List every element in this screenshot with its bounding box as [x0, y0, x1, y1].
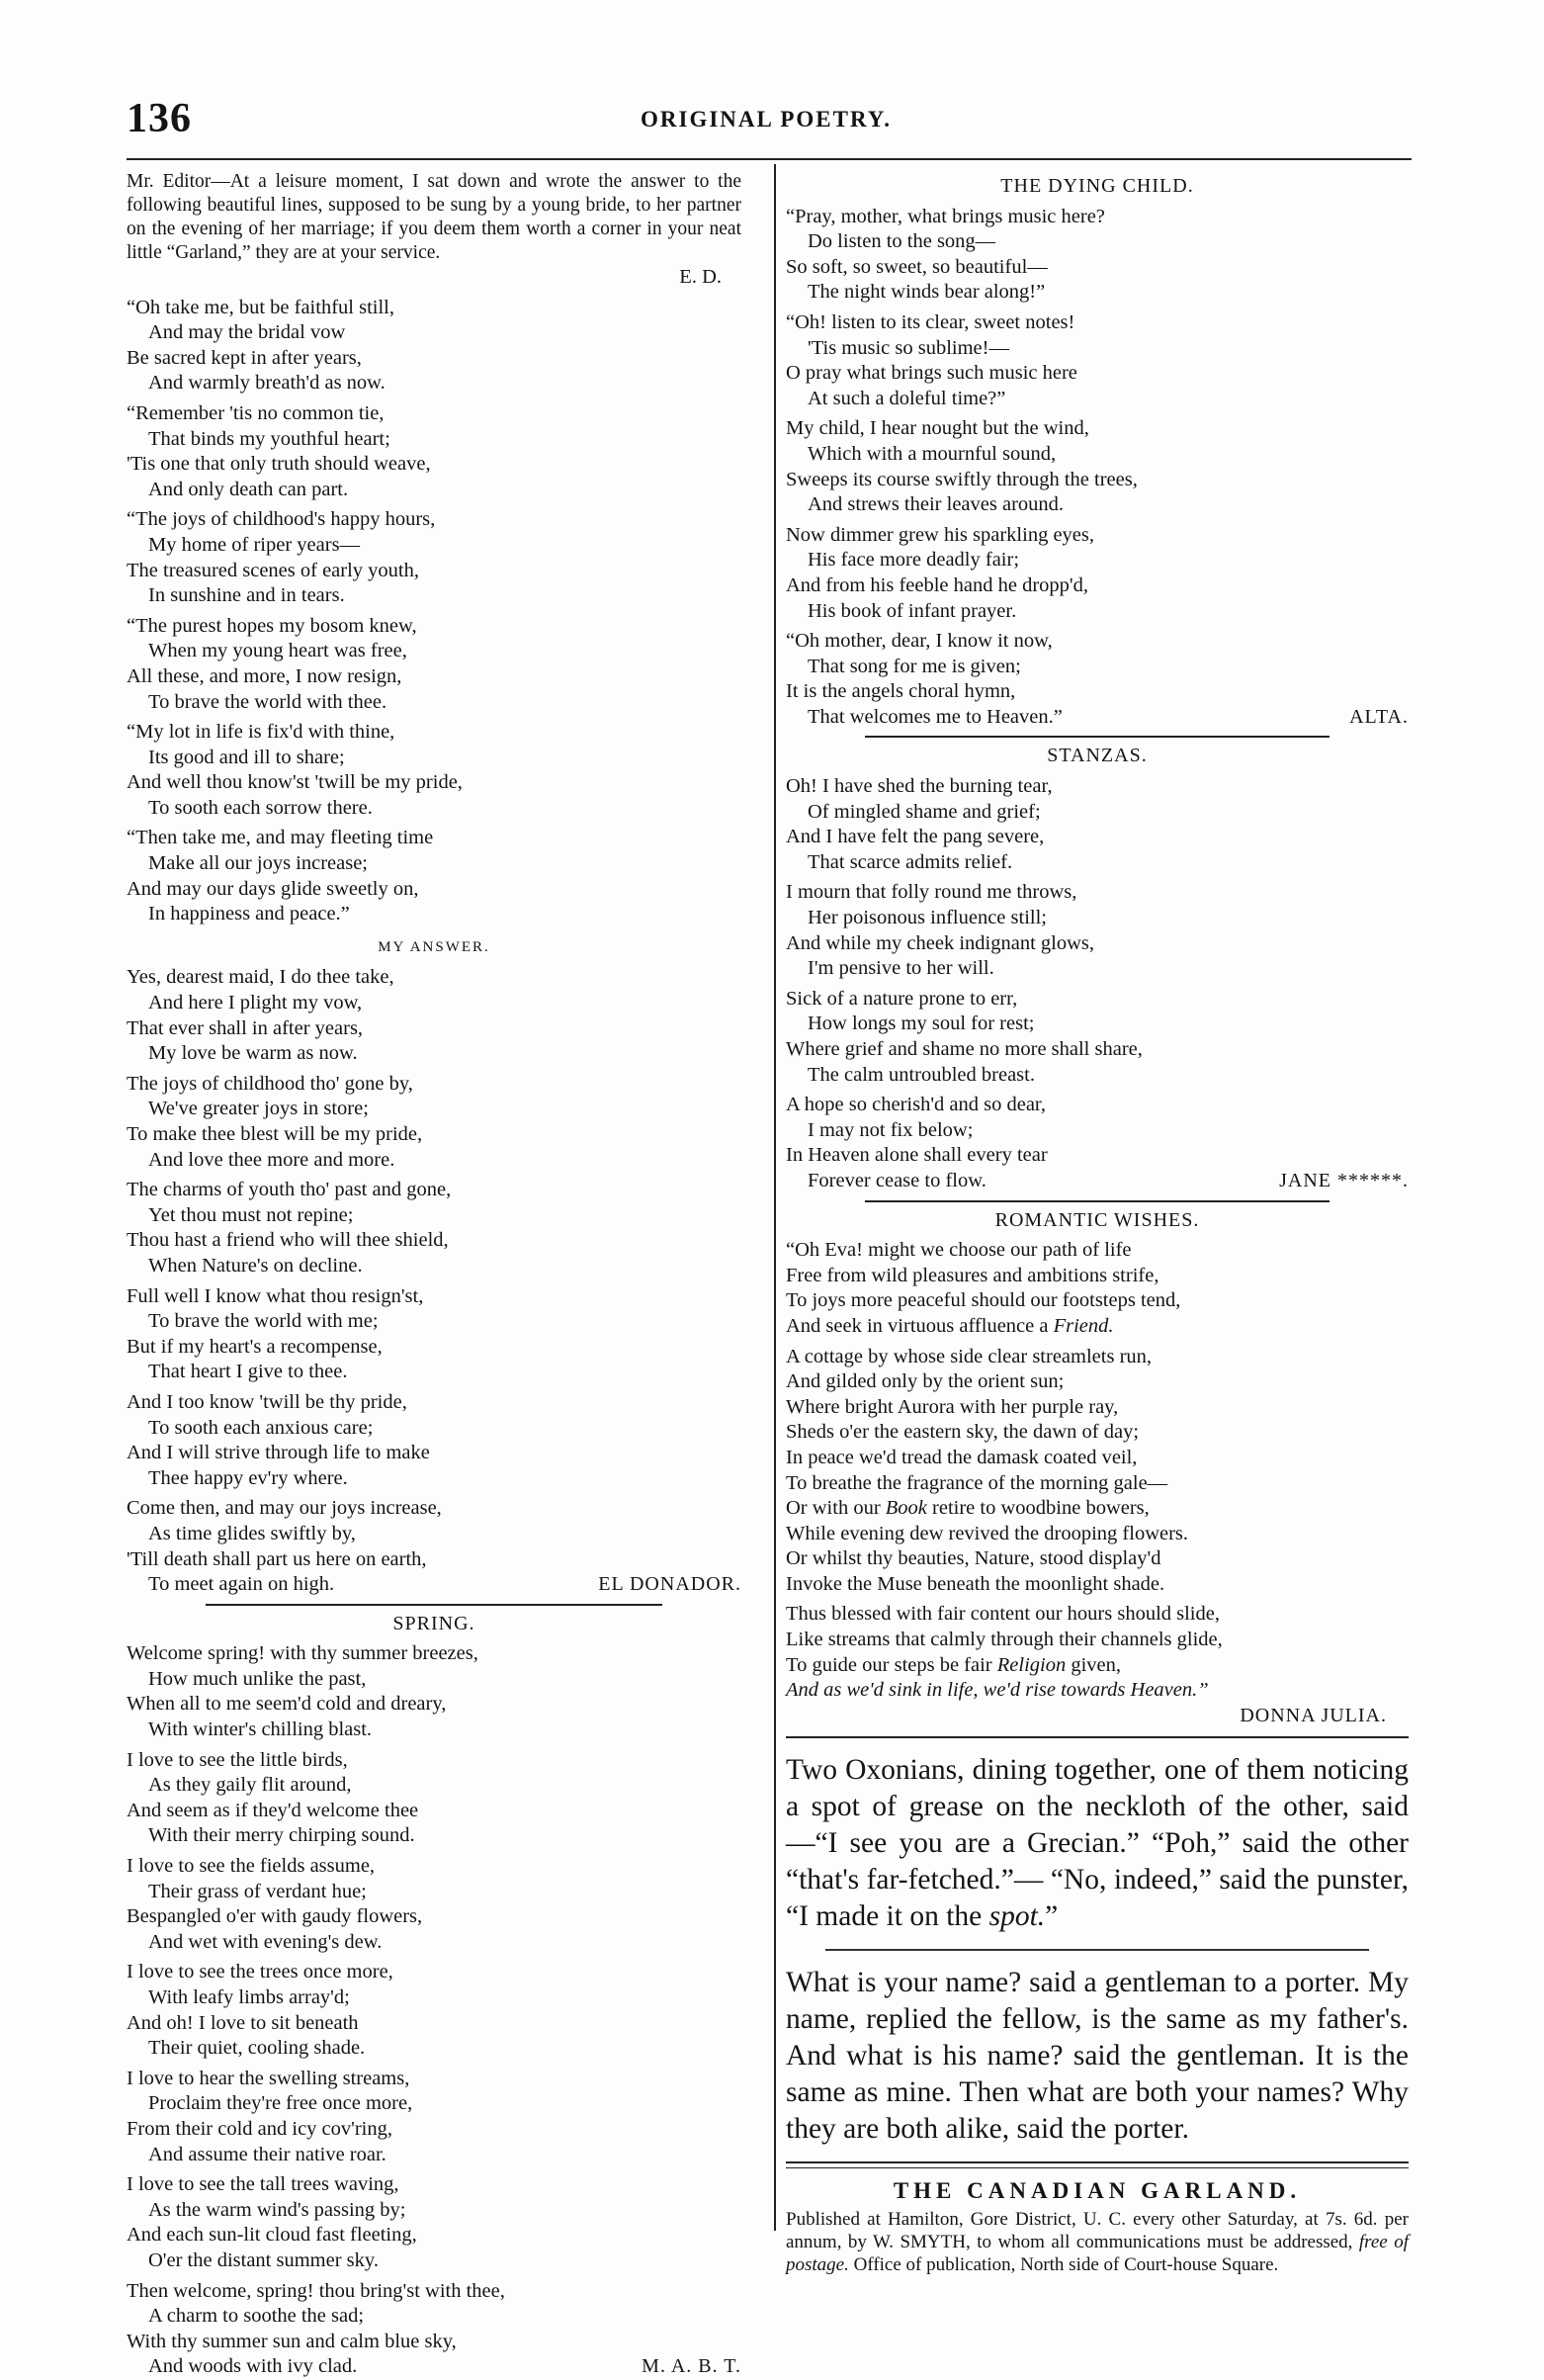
right-column: [786, 170, 1409, 2276]
poem-line: How longs my soul for rest;: [808, 1013, 1035, 1035]
poem-line: [786, 1314, 1409, 1340]
poem-line: And oh! I love to sit beneath: [127, 2011, 359, 2034]
poem-line: Be sacred kept in after years,: [127, 346, 362, 369]
poem-line: With thy summer sun and calm blue sky,: [127, 2330, 457, 2352]
poem-stanza: [127, 401, 741, 502]
poem-stanza: [127, 1178, 741, 1278]
poem-stanza: [127, 720, 741, 821]
imprint-text: Published at Hamilton, Gore District, U. C. every other Saturday, at 7s. 6d. per annum, by W. SMYTH, to whom all communications must be addressed,: [786, 2208, 1409, 2252]
poem-stanza: [786, 774, 1409, 875]
poem-line: In Heaven alone shall every tear: [786, 1144, 1048, 1167]
poem-line: O'er the distant summer sky.: [148, 2248, 379, 2271]
poem-line: To sooth each anxious care;: [148, 1416, 374, 1439]
poem-line: And from his feeble hand he dropp'd,: [786, 573, 1088, 596]
poem-line: That scarce admits relief.: [808, 850, 1013, 873]
poem-stanza: [786, 1093, 1409, 1193]
poem-line: That ever shall in after years,: [127, 1016, 364, 1039]
poem-line: I mourn that folly round me throws,: [786, 881, 1077, 904]
poem-line: All these, and more, I now resign,: [127, 664, 402, 687]
poem-line: The treasured scenes of early youth,: [127, 559, 419, 581]
poem-line: Their grass of verdant hue;: [148, 1880, 367, 1902]
poem-line: As time glides swiftly by,: [148, 1522, 356, 1544]
running-title: ORIGINAL POETRY.: [641, 107, 893, 132]
poem-line: And I will strive through life to make: [127, 1442, 430, 1464]
stanzas-last-line-row: [786, 1169, 1409, 1194]
poem-line: Where grief and shame no more shall share,: [786, 1038, 1143, 1060]
poem-stanza: [127, 2067, 741, 2167]
poem-line: I may not fix below;: [808, 1118, 974, 1141]
editor-letter-signoff: [127, 265, 741, 291]
poem-stanza: [786, 987, 1409, 1088]
poem-line: We've greater joys in store;: [148, 1098, 369, 1120]
romantic-wishes-title: ROMANTIC WISHES.: [994, 1208, 1200, 1231]
poem-line: Welcome spring! with thy summer breezes,: [127, 1642, 478, 1665]
answer-last-line-row: [127, 1572, 741, 1598]
poem-line: So soft, so sweet, so beautiful—: [786, 255, 1048, 278]
poem-line: Forever cease to flow.: [808, 1169, 986, 1191]
poem-line: A cottage by whose side clear streamlets run,: [786, 1345, 1153, 1367]
poem-line: And only death can part.: [148, 478, 349, 500]
poem-line: I love to see the little birds,: [127, 1748, 348, 1771]
poem-line: But if my heart's a recompense,: [127, 1335, 383, 1358]
poem-line: His book of infant prayer.: [808, 599, 1017, 622]
poem-line: Or whilst thy beauties, Nature, stood display'd: [786, 1547, 1161, 1570]
poem-line: “Remember 'tis no common tie,: [127, 401, 385, 424]
section-rule: [206, 1604, 662, 1606]
porter-anecdote: What is your name? said a gentleman to a porter. My name, replied the fellow, is the same as my father's. And what is his name? said the gentleman. It is the same as mine. Then what are both your names? Why they are both alike, said the porter.: [786, 1966, 1409, 2145]
section-rule: [786, 1736, 1409, 1738]
poem-line: “Pray, mother, what brings music here?: [786, 205, 1105, 227]
answer-heading: MY ANSWER.: [378, 938, 490, 955]
poem-stanza: [127, 1284, 741, 1385]
page-header: [127, 95, 1412, 144]
poem-stanza: [786, 1238, 1409, 1339]
poem-line: “The purest hopes my bosom knew,: [127, 614, 417, 637]
poem-emphasis: Book: [885, 1497, 927, 1520]
poem-line: And may the bridal vow: [148, 321, 346, 344]
poem-line: A charm to soothe the sad;: [148, 2305, 365, 2328]
poem-line: Her poisonous influence still;: [808, 907, 1047, 929]
poem-line: To make thee blest will be my pride,: [127, 1123, 423, 1145]
poem-line: And here I plight my vow,: [148, 992, 363, 1014]
poem-line: It is the angels choral hymn,: [786, 680, 1016, 703]
poem-line: Of mingled shame and grief;: [808, 800, 1041, 823]
poem-line: With their merry chirping sound.: [148, 1824, 415, 1847]
poem-line: Do listen to the song—: [808, 230, 996, 253]
spring-title: SPRING.: [392, 1612, 475, 1634]
poem-line: To meet again on high.: [148, 1573, 335, 1596]
imprint-text: Office of publication, North side of Court-house Square.: [848, 2253, 1279, 2275]
poem-line: Its good and ill to share;: [148, 746, 345, 768]
poem-line: “Oh mother, dear, I know it now,: [786, 630, 1053, 653]
poem-stanza: [786, 1602, 1409, 1703]
spring-last-line-row: [127, 2354, 741, 2380]
poem-line: When Nature's on decline.: [148, 1254, 363, 1277]
poem-line: Sweeps its course swiftly through the trees,: [786, 468, 1138, 490]
poem-line: My love be warm as now.: [148, 1042, 358, 1065]
dying-child-attribution: ALTA.: [1349, 705, 1409, 728]
poem-line: And seem as if they'd welcome thee: [127, 1799, 419, 1821]
poem-line: A hope so cherish'd and so dear,: [786, 1094, 1047, 1116]
poem-stanza: [786, 1345, 1409, 1598]
poem-line: And wet with evening's dew.: [148, 1930, 383, 1953]
dying-child-poem: [786, 205, 1409, 731]
poem-line: While evening dew revived the drooping flowers.: [786, 1522, 1189, 1544]
poem-stanza: [127, 2172, 741, 2273]
poem-line: And warmly breath'd as now.: [148, 372, 386, 395]
poem-stanza: [127, 1390, 741, 1491]
column-divider: [774, 164, 776, 2231]
poem-line: I love to hear the swelling streams,: [127, 2067, 410, 2089]
poem-line: To brave the world with me;: [148, 1310, 379, 1333]
poem-line: 'Till death shall part us here on earth,: [127, 1547, 427, 1570]
poem-line: When my young heart was free,: [148, 640, 407, 662]
poem-line: With winter's chilling blast.: [148, 1719, 373, 1741]
stanzas-attribution: JANE ******.: [1279, 1169, 1409, 1191]
poem-line: And gilded only by the orient sun;: [786, 1370, 1065, 1393]
poem-stanza: [786, 880, 1409, 981]
poem-line: In happiness and peace.”: [148, 903, 350, 926]
poem-line: I love to see the trees once more,: [127, 1961, 393, 1983]
poem-line: [786, 1496, 1409, 1522]
poem-stanza: [127, 965, 741, 1066]
romantic-wishes-poem: [786, 1238, 1409, 1728]
poem-line: Thou hast a friend who will thee shield,: [127, 1229, 449, 1252]
poem-line: I love to see the tall trees waving,: [127, 2173, 399, 2196]
poem-line: My child, I hear nought but the wind,: [786, 417, 1089, 440]
oxonians-close-quote: ”: [1045, 1900, 1059, 1933]
imprint-rule: [786, 2161, 1409, 2168]
poem-line: Sick of a nature prone to err,: [786, 987, 1018, 1010]
stanzas-title: STANZAS.: [1047, 745, 1148, 767]
poem-emphasis: Friend.: [1053, 1314, 1114, 1337]
poem-line: Bespangled o'er with gaudy flowers,: [127, 1905, 423, 1928]
poem-line: And as we'd sink in life, we'd rise towards Heaven.”: [786, 1679, 1209, 1702]
editor-letter: Mr. Editor—At a leisure moment, I sat down and wrote the answer to the following beautiful lines, supposed to be sung by a young bride, to her partner on the evening of her marriage; if you deem them worth a corner in your neat little “Garland,” they are at your service.: [127, 171, 741, 263]
poem-line: And while my cheek indignant glows,: [786, 931, 1095, 954]
poem-line: Yes, dearest maid, I do thee take,: [127, 966, 394, 989]
romantic-wishes-attribution-row: [786, 1704, 1409, 1729]
poem-stanza: [127, 1641, 741, 1742]
poem-line: Which with a mournful sound,: [808, 442, 1057, 465]
poem-line: As they gaily flit around,: [148, 1774, 352, 1797]
romantic-wishes-attribution: DONNA JULIA.: [1240, 1704, 1387, 1726]
poem-line: That binds my youthful heart;: [148, 427, 390, 450]
poem-line: Sheds o'er the eastern sky, the dawn of day;: [786, 1421, 1140, 1444]
poem-line: As the warm wind's passing by;: [148, 2198, 406, 2221]
stanzas-poem: [786, 774, 1409, 1194]
editor-letter-initials: E. D.: [679, 266, 722, 288]
poem-line: Proclaim they're free once more,: [148, 2092, 413, 2115]
spring-poem: [127, 1641, 741, 2380]
poem-line: O pray what brings such music here: [786, 362, 1077, 385]
poem-line: At such a doleful time?”: [808, 387, 1006, 409]
page-number: 136: [127, 96, 192, 141]
poem-line: And well thou know'st 'twill be my pride,: [127, 771, 463, 794]
poem-stanza: [127, 2279, 741, 2380]
section-rule: [865, 736, 1330, 738]
poem-stanza: [127, 1960, 741, 2061]
oxonians-emphasis: spot.: [988, 1900, 1046, 1933]
poem-stanza: [127, 1854, 741, 1955]
poem-line: In sunshine and in tears.: [148, 584, 345, 607]
answer-attribution: EL DONADOR.: [598, 1573, 741, 1596]
poem-line: And I have felt the pang severe,: [786, 826, 1045, 848]
poem-stanza: [127, 826, 741, 926]
poem-line: Come then, and may our joys increase,: [127, 1497, 442, 1520]
poem-line: Where bright Aurora with her purple ray,: [786, 1395, 1119, 1418]
poem-line: In peace we'd tread the damask coated veil,: [786, 1446, 1138, 1468]
poem-line: The joys of childhood tho' gone by,: [127, 1072, 413, 1095]
poem-line: From their cold and icy cov'ring,: [127, 2117, 392, 2140]
poem-line: And strews their leaves around.: [808, 493, 1065, 516]
poem-line: The calm untroubled breast.: [808, 1063, 1035, 1086]
poem-line: Their quiet, cooling shade.: [148, 2037, 366, 2060]
poem-stanza: [127, 1496, 741, 1597]
poem-line: And each sun-lit cloud fast fleeting,: [127, 2224, 417, 2247]
poem-line: I love to see the fields assume,: [127, 1855, 376, 1878]
poem-line: 'Tis music so sublime!—: [808, 336, 1009, 359]
poem-line: “My lot in life is fix'd with thine,: [127, 721, 395, 744]
poem-stanza: [127, 1072, 741, 1173]
poem-stanza: [786, 205, 1409, 306]
poem-line: Like streams that calmly through their channels glide,: [786, 1629, 1223, 1651]
poem-line-text: Or with our: [786, 1497, 886, 1520]
poem-line: To sooth each sorrow there.: [148, 796, 373, 819]
poem-line: To brave the world with thee.: [148, 690, 387, 713]
dying-child-last-line-row: [786, 705, 1409, 731]
poem-stanza: [786, 310, 1409, 411]
poem-line: That song for me is given;: [808, 655, 1021, 677]
poem-emphasis: Religion: [996, 1653, 1067, 1676]
poem-line: Now dimmer grew his sparkling eyes,: [786, 523, 1094, 546]
poem-line: And love thee more and more.: [148, 1148, 395, 1171]
poem-line: Thus blessed with fair content our hours should slide,: [786, 1603, 1220, 1626]
poem-line: How much unlike the past,: [148, 1667, 367, 1690]
imprint: [786, 2208, 1409, 2276]
section-rule: [865, 1200, 1330, 1202]
poem-line: Free from wild pleasures and ambitions strife,: [786, 1264, 1159, 1286]
poem-line: “Oh! listen to its clear, sweet notes!: [786, 310, 1075, 333]
bride-poem: [127, 296, 741, 927]
poem-line: That heart I give to thee.: [148, 1361, 348, 1383]
poem-line-text: retire to woodbine bowers,: [926, 1497, 1150, 1520]
poem-line: I'm pensive to her will.: [808, 957, 994, 980]
poem-line: And I too know 'twill be thy pride,: [127, 1390, 407, 1413]
garland-title: THE CANADIAN GARLAND.: [893, 2177, 1302, 2203]
oxonians-anecdote: [786, 1752, 1409, 1935]
poem-line-text: And seek in virtuous affluence a: [786, 1314, 1054, 1337]
answer-poem: [127, 965, 741, 1597]
poem-line: Yet thou must not repine;: [148, 1203, 354, 1226]
poem-line: With leafy limbs array'd;: [148, 1986, 350, 2008]
poem-line: Make all our joys increase;: [148, 852, 369, 875]
poem-line: To joys more peaceful should our footsteps tend,: [786, 1289, 1181, 1312]
poem-line: 'Tis one that only truth should weave,: [127, 453, 431, 476]
poem-line: My home of riper years—: [148, 533, 361, 556]
spring-attribution: M. A. B. T.: [642, 2355, 741, 2378]
section-rule: [825, 1949, 1369, 1951]
poem-line: Oh! I have shed the burning tear,: [786, 775, 1053, 798]
poem-stanza: [786, 629, 1409, 730]
poem-stanza: [127, 296, 741, 397]
poem-line: “Then take me, and may fleeting time: [127, 827, 434, 849]
poem-line: When all to me seem'd cold and dreary,: [127, 1693, 447, 1716]
poem-stanza: [127, 1748, 741, 1849]
poem-line: And assume their native roar.: [148, 2143, 386, 2165]
header-rule: [127, 158, 1412, 160]
poem-line: “The joys of childhood's happy hours,: [127, 508, 436, 531]
poem-line: That welcomes me to Heaven.”: [808, 705, 1063, 728]
poem-line: The night winds bear along!”: [808, 281, 1046, 304]
poem-line: Thee happy ev'ry where.: [148, 1466, 348, 1489]
dying-child-title: THE DYING CHILD.: [1000, 175, 1194, 197]
poem-stanza: [127, 614, 741, 715]
poem-line-text: given,: [1066, 1653, 1122, 1676]
poem-line: The charms of youth tho' past and gone,: [127, 1179, 452, 1201]
poem-line: To breathe the fragrance of the morning gale—: [786, 1471, 1168, 1494]
poem-line: “Oh take me, but be faithful still,: [127, 296, 394, 318]
poem-line: “Oh Eva! might we choose our path of life: [786, 1239, 1132, 1262]
poem-line: Then welcome, spring! thou bring'st with thee,: [127, 2279, 505, 2302]
poem-line: Full well I know what thou resign'st,: [127, 1284, 424, 1307]
poem-line: And woods with ivy clad.: [148, 2355, 358, 2378]
poem-stanza: [786, 523, 1409, 624]
poem-line: [786, 1653, 1409, 1679]
poem-line: His face more deadly fair;: [808, 549, 1020, 572]
poem-stanza: [786, 416, 1409, 517]
imprint-emphasis: free of postage.: [786, 2231, 1409, 2275]
poem-line: And may our days glide sweetly on,: [127, 877, 419, 900]
poem-line: Invoke the Muse beneath the moonlight shade.: [786, 1572, 1165, 1595]
poem-line-text: To guide our steps be fair: [786, 1653, 997, 1676]
oxonians-text: Two Oxonians, dining together, one of them noticing a spot of grease on the neckloth of the other, said—“I see you are a Grecian.” “Poh,” said the other “that's far-fetched.”— “No, indeed,” said the punster, “I made it on the: [786, 1754, 1409, 1933]
left-column: [127, 170, 741, 2380]
poem-stanza: [127, 507, 741, 608]
